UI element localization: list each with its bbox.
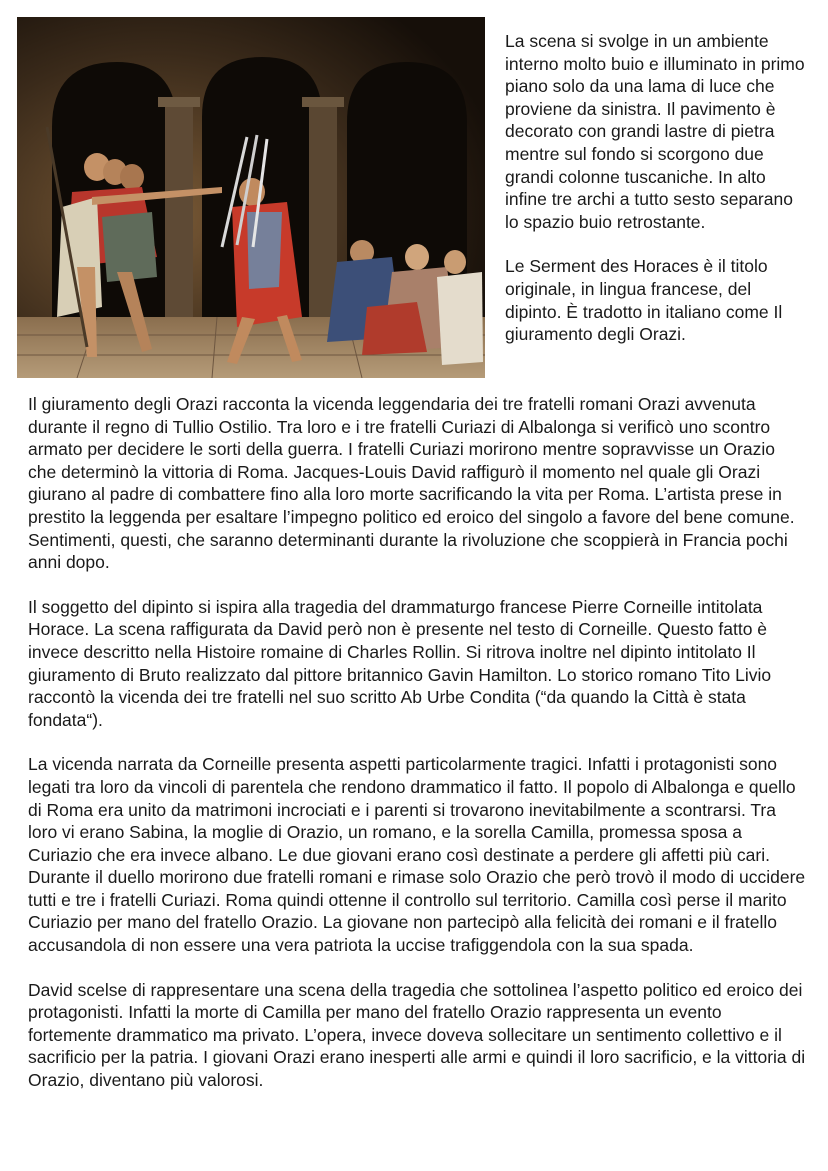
paragraph: La vicenda narrata da Corneille presenta aspetti particolarmente tragici. Infatti i protagonisti sono legati tra loro da vincoli di parentela che rendono drammatico il fatto. Il popolo di Albalonga e quello di Roma era unito da matrimoni incrociati e i parenti si trovarono inevitabilmente a scontrarsi. Tra loro vi erano Sabina, la moglie di Orazio, un romano, e la sorella Camilla, promessa sposa a Curiazio che era invece albano. Le due giovani erano così destinate a perdere gli affetti più cari. Durante il duello morirono due fratelli romani e rimase solo Orazio che però trovò il modo di uccidere tutti e tre i fratelli Curiazi. Roma quindi ottenne il controllo sul territorio. Camilla così perse il marito Curiazio per mano del fratello Orazio. La giovane non partecipò alla felicità dei romani e il fratello accusandola di non essere una vera patriota la uccise trafiggendola con la sua spada.: [28, 754, 806, 956]
painting-image: [17, 17, 485, 378]
main-text: [28, 393, 808, 1114]
paragraph: Il giuramento degli Orazi racconta la vicenda leggendaria dei tre fratelli romani Orazi avvenuta durante il regno di Tullio Ostilio. Tra loro e i tre fratelli Curiazi di Albalonga si verificò uno scontro armato per decidere le sorti della guerra. I fratelli Curiazi morirono mentre sopravvisse un Orazio che determinò la vittoria di Roma. Jacques-Louis David raffigurò il momento nel quale gli Orazi giurano al padre di combattere fino alla loro morte sacrificando la vita per Roma. L’artista prese in prestito la leggenda per esaltare l’impegno politico ed eroico del singolo a favore del bene comune. Sentimenti, questi, che saranno determinanti durante la rivoluzione che scoppierà in Francia pochi anni dopo.: [28, 394, 795, 573]
side-text-column: [505, 30, 805, 368]
side-paragraph: La scena si svolge in un ambiente interno molto buio e illuminato in primo piano solo da una lama di luce che proviene da sinistra. Il pavimento è decorato con grandi lastre di pietra mentre sul fondo si scorgono due grandi colonne tuscaniche. In alto infine tre archi a tutto sesto separano lo spazio buio retrostante.: [505, 31, 805, 232]
paragraph: Il soggetto del dipinto si ispira alla tragedia del drammaturgo francese Pierre Corneille intitolata Horace. La scena raffigurata da David però non è presente nel testo di Corneille. Questo fatto è invece descritto nella Histoire romaine di Charles Rollin. Si ritrova inoltre nel dipinto intitolato Il giuramento di Bruto realizzato dal pittore britannico Gavin Hamilton. Lo storico romano Tito Livio raccontò la vicenda dei tre fratelli nel suo scritto Ab Urbe Condita (“da quando la Città è stata fondata“).: [28, 596, 772, 730]
paragraph: David scelse di rappresentare una scena della tragedia che sottolinea l’aspetto politico ed eroico dei protagonisti. Infatti la morte di Camilla per mano del fratello Orazio rappresenta un evento fortemente drammatico ma privato. L’opera, invece doveva sollecitare un sentimento collettivo e il sacrificio per la patria. I giovani Orazi erano inesperti alle armi e quindi il loro sacrificio, e la vittoria di Orazio, diventano più valorosi.: [28, 979, 806, 1091]
side-paragraph: Le Serment des Horaces è il titolo originale, in lingua francese, del dipinto. È tradotto in italiano come Il giuramento degli Orazi.: [505, 256, 783, 345]
